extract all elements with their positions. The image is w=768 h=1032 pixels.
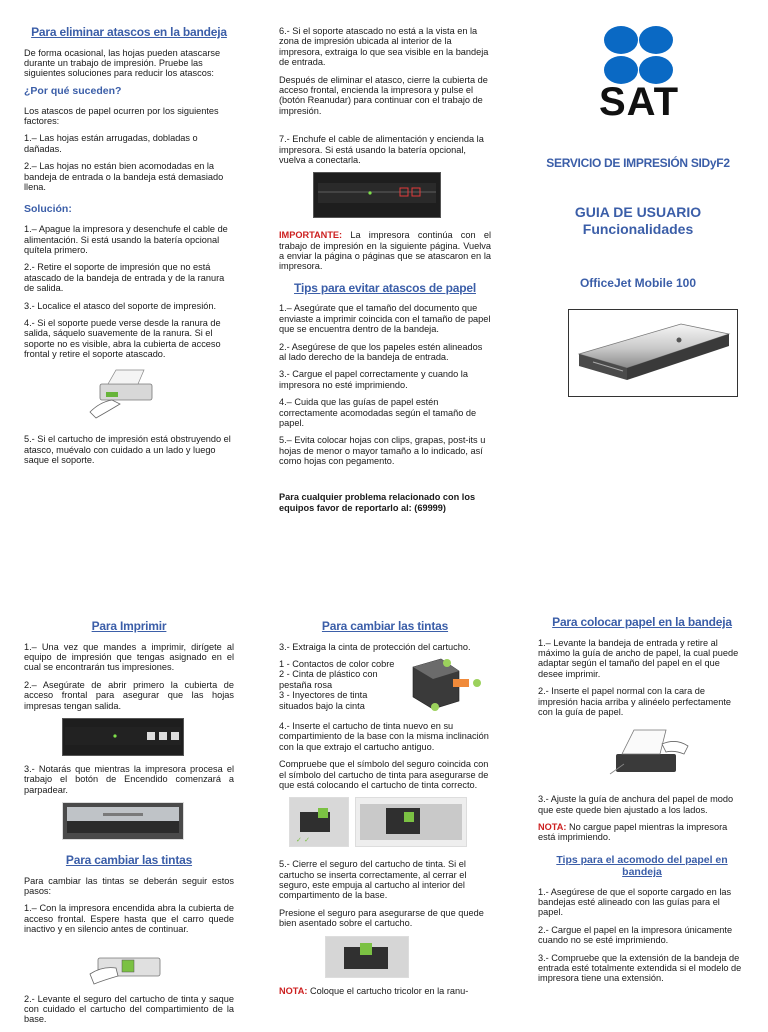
paper-load-illustration — [602, 724, 694, 784]
paper-tip-1: 1.- Asegúrese de que el soporte cargado en las bandejas esté alineado con las guías para el papel. — [538, 886, 732, 918]
ink-check: Compruebe que el símbolo del seguro coincida con el símbolo del cartucho de tinta para asegurarse de que está colocando el cartucho de tinta correcto. — [279, 759, 489, 790]
solution-step-5: 5.- Si el cartucho de impresión está obstruyendo el atasco, muévalo con cuidado a un lado y luego saque el soporte. — [24, 434, 231, 466]
important-text: La impresora continúa con el trabajo de impresión en la siguiente página. Vuelva a enviar la página o páginas que se atascaron en la impresora. — [279, 230, 491, 272]
cartridge-legend — [279, 659, 491, 715]
paper-note-label: NOTA: — [538, 822, 567, 833]
column-jams — [24, 26, 234, 473]
column-ink — [279, 620, 491, 1003]
why-text: Los atascos de papel ocurren por los siguientes factores: — [24, 105, 219, 126]
contact-note: Para cualquier problema relacionado con los equipos favor de reportarlo al: (69999) — [279, 492, 476, 513]
legend-item-3: 3 - Inyectores de tinta situados bajo la cinta — [279, 690, 368, 711]
section-title-ink: Para cambiar las tintas — [65, 853, 193, 868]
service-title: SERVICIO DE IMPRESIÓN SIDyF2 — [546, 156, 730, 170]
legend-item-2: 2 - Cinta de plástico con pestaña rosa — [279, 669, 378, 690]
printer-front-photo — [313, 172, 441, 218]
important-note — [279, 230, 491, 272]
paper-tip-2: 2.- Cargue el papel en la impresora únicamente cuando no se esté imprimiendo. — [538, 924, 733, 946]
ink-step-5: 5.- Cierre el seguro del cartucho de tinta. Si el cartucho se inserta correctamente, al cerrar el seguro, este empuja al cartucho al interior del compartimento de la base. — [279, 859, 467, 901]
tip-4: 4.– Cuida que las guías de papel estén correctamente acomodadas según el tamaño de papel. — [279, 397, 477, 428]
jams-intro: De forma ocasional, las hojas pueden atascarse durante un trabajo de impresión. Pruebe las siguientes soluciones para reducir los atascos: — [24, 47, 221, 79]
paper-note — [538, 822, 746, 843]
ink-step-3: 3.- Extraiga la cinta de protección del cartucho. — [279, 641, 471, 652]
column-paper — [538, 616, 746, 991]
solution-step-3: 3.- Localice el atasco del soporte de impresión. — [24, 300, 217, 311]
ink-step-2: 2.- Levante el seguro del cartucho de tinta y saque con cuidado el cartucho del compartimiento de la base. — [24, 993, 234, 1025]
printer-panel-photo — [62, 718, 184, 756]
why-title: ¿Por qué suceden? — [24, 84, 122, 97]
cartridge-insert-photo-2 — [355, 797, 467, 847]
print-step-2: 2.– Asegúrate de abrir primero la cubierta de acceso frontal para asegurar que las hojas impresas tengan salida. — [24, 679, 234, 711]
ink-note-text: Coloque el cartucho tricolor en la ranu- — [307, 985, 469, 996]
printer-open-photo — [62, 802, 184, 840]
tip-2: 2.- Asegúrese de que los papeles estén alineados al lado derecho de la bandeja de entrada. — [279, 341, 483, 362]
paper-step-3: 3.- Ajuste la guía de anchura del papel de modo que este quede bien ajustado a los lados. — [538, 794, 734, 815]
guide-title-line-2: Funcionalidades — [582, 221, 694, 237]
cartridge-insert-photos — [289, 797, 491, 847]
cause-2: 2.– Las hojas no están bien acomodadas en la bandeja de entrada o la bandeja está demasiado llena. — [24, 161, 224, 192]
ink-note — [279, 986, 491, 996]
after-jam-text: Después de eliminar el atasco, cierre la cubierta de acceso frontal, encienda la impresora y pulse el (botón Reanudar) para continuar con el trabajo de impresión. — [279, 74, 488, 116]
ink-step-4: 4.- Inserte el cartucho de tinta nuevo en su compartimiento de la base con la misma inclinación con la que extrajo el cartucho antiguo. — [279, 720, 489, 752]
print-step-3: 3.- Notarás que mientras la impresora procesa el trabajo el botón de Encendido comenzará a parpadear. — [24, 763, 234, 795]
section-title-print: Para Imprimir — [91, 619, 167, 633]
column-print — [24, 620, 234, 1032]
section-title-tips-jams: Tips para evitar atascos de papel — [294, 280, 476, 295]
cartridge-illustration — [407, 653, 491, 717]
section-title-paper-tips: Tips para el acomodo del papel en bandeja — [556, 853, 728, 878]
print-step-1: 1.– Una vez que mandes a imprimir, dirígete al equipo de impresión que tengas asignado en el cual se encontrarán tus impresiones. — [24, 641, 234, 673]
ink-intro: Para cambiar las tintas se deberán seguir estos pasos: — [24, 875, 234, 896]
section-title-jams: Para eliminar atascos en la bandeja — [31, 25, 227, 39]
paper-step-1: 1.– Levante la bandeja de entrada y retire al máximo la guía de ancho de papel, la cual puede adaptar según el tamaño del papel en el que desee imprimir. — [538, 637, 739, 679]
column-jams-continued — [279, 26, 491, 520]
cartridge-insert-photo-1 — [289, 797, 349, 847]
solution-step-2: 2.- Retire el soporte de impresión que no está atascado de la bandeja de entrada y de la ranura de salida. — [24, 262, 225, 294]
paper-note-text: No cargue papel mientras la impresora está imprimiendo. — [538, 822, 728, 843]
important-label: IMPORTANTE: — [279, 230, 343, 241]
ink-step-1: 1.– Con la impresora encendida abra la cubierta de acceso frontal. Espere hasta que el carro quede inactivo y en silencio antes de continuar. — [24, 903, 234, 935]
model-name: OfficeJet Mobile 100 — [579, 276, 697, 290]
solution-step-4: 4.- Si el soporte puede verse desde la ranura de salida, sáquelo suavemente de la ranura. Si el soporte no es visible, abra la cubierta de acceso frontal y retire el soporte atascado. — [24, 317, 221, 360]
tip-1: 1.– Asegúrate que el tamaño del documento que enviaste a imprimir coincida con el tamaño de papel que se encuentra dentro de la bandeja. — [279, 303, 491, 335]
solution-title: Solución: — [24, 203, 72, 216]
section-title-ink-2: Para cambiar las tintas — [321, 619, 449, 633]
printer-cover-photo — [568, 309, 738, 397]
solution-step-1: 1.– Apague la impresora y desenchufe el cable de alimentación. Si está usando la batería opcional quítela primero. — [24, 224, 228, 255]
cause-1: 1.– Las hojas están arrugadas, dobladas o dañadas. — [24, 133, 198, 154]
legend-item-1: 1 - Contactos de color cobre — [279, 658, 395, 669]
sat-logo-text: SAT — [598, 80, 680, 124]
printer-jam-illustration — [86, 366, 166, 422]
latch-photo — [325, 936, 409, 978]
paper-step-2: 2.- Inserte el papel normal con la cara de impresión hacia arriba y alinéelo perfectamente con la guía de papel. — [538, 686, 732, 717]
paper-tip-3: 3.- Compruebe que la extensión de la bandeja de entrada esté totalmente extendida si el modelo de impresora tiene una extensión. — [538, 952, 742, 984]
tip-3: 3.- Cargue el papel correctamente y cuando la impresora no esté imprimiendo. — [279, 369, 468, 390]
ink-open-illustration — [88, 942, 168, 986]
tip-5: 5.– Evita colocar hojas con clips, grapas, post-its u hojas de menor o mayor tamaño a lo indicado, así como hojas con pegamento. — [279, 435, 486, 467]
section-title-paper: Para colocar papel en la bandeja — [552, 615, 732, 629]
solution-step-7: 7.- Enchufe el cable de alimentación y encienda la impresora. Si está usando la batería opcional, vuelva a conectarla. — [279, 134, 484, 165]
guide-title-line-1: GUIA DE USUARIO — [574, 204, 702, 220]
ink-press: Presione el seguro para asegurarse de que quede bien asentado sobre el cartucho. — [279, 907, 484, 929]
solution-step-6: 6.- Si el soporte atascado no está a la vista en la zona de impresión ubicada al interior de la impresora, extraiga lo que sea visible en la bandeja de entrada. — [279, 26, 489, 68]
svg-text:✓ ✓: ✓ ✓ — [296, 836, 310, 845]
ink-note-label: NOTA: — [279, 985, 308, 996]
